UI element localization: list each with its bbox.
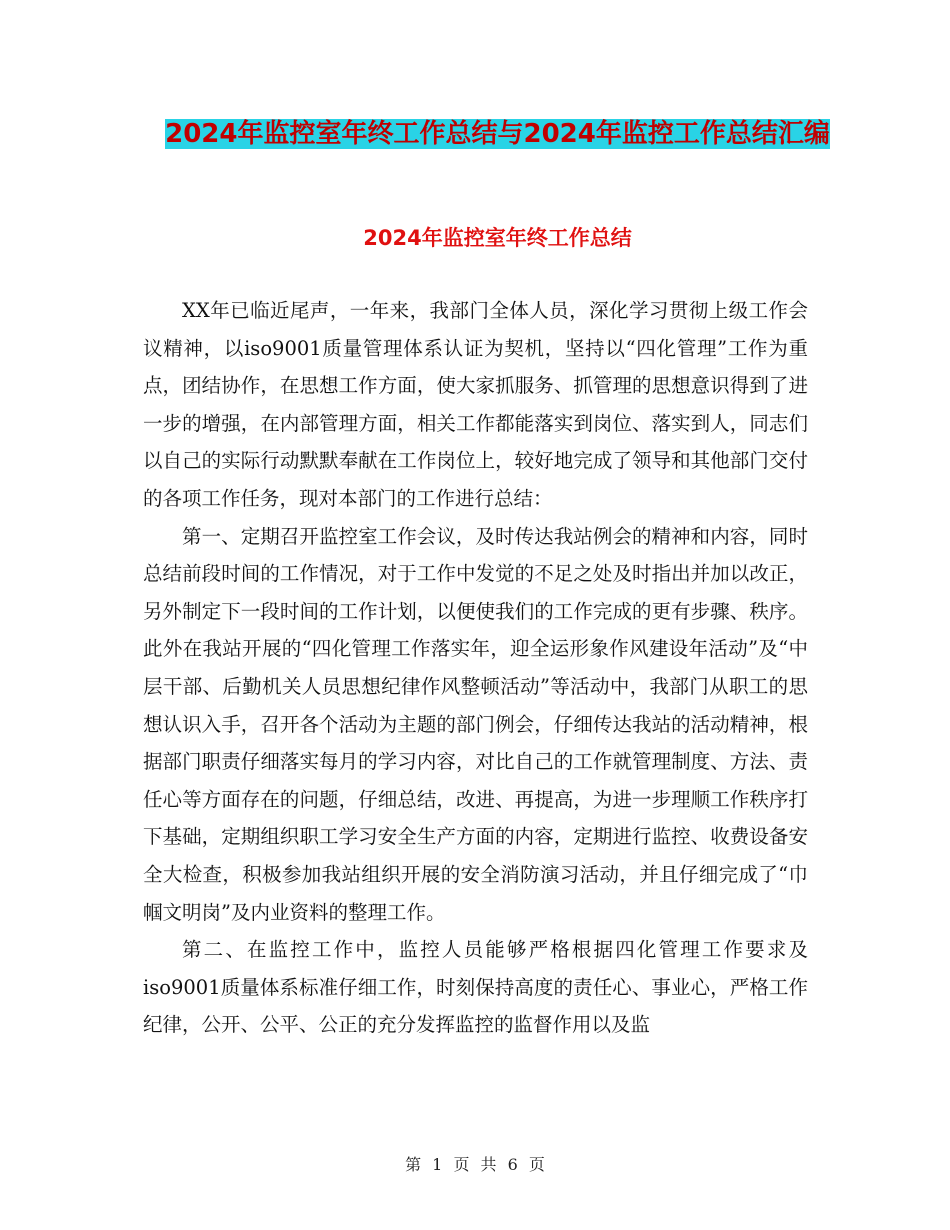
paragraph-second: 第二、在监控工作中，监控人员能够严格根据四化管理工作要求及iso9001质量体系标准仔细工作，时刻保持高度的责任心、事业心，严格工作纪律，公开、公平、公正的充分发挥监控的监督作用以及监	[143, 938, 808, 1037]
page-footer: 第 1 页 共 6 页	[405, 1155, 545, 1174]
paragraph-first: 第一、定期召开监控室工作会议，及时传达我站例会的精神和内容，同时总结前段时间的工作情况，对于工作中发觉的不足之处及时指出并加以改正，另外制定下一段时间的工作计划，以便使我们的工作完成的更有步骤、秩序。此外在我站开展的“四化管理工作落实年，迎全运形象作风建设年活动”及“中层干部、后勤机关人员思想纪律作风整顿活动”等活动中，我部门从职工的思想认识入手，召开各个活动为主题的部门例会，仔细传达我站的活动精神，根据部门职责仔细落实每月的学习内容，对比自己的工作就管理制度、方法、责任心等方面存在的问题，仔细总结，改进、再提高，为进一步理顺工作秩序打下基础，定期组织职工学习安全生产方面的内容，定期进行监控、收费设备安全大检查，积极参加我站组织开展的安全消防演习活动，并且仔细完成了“巾帼文明岗”及内业资料的整理工作。	[143, 524, 808, 924]
document-body	[143, 292, 808, 1044]
document-title	[140, 112, 855, 156]
document-title-text: 2024年监控室年终工作总结与2024年监控工作总结汇编	[165, 119, 830, 149]
section-title: 2024年监控室年终工作总结	[363, 226, 632, 250]
paragraph-intro: XX年已临近尾声，一年来，我部门全体人员，深化学习贯彻上级工作会议精神，以iso9001质量管理体系认证为契机，坚持以“四化管理”工作为重点，团结协作，在思想工作方面，使大家抓服务、抓管理的思想意识得到了进一步的增强，在内部管理方面，相关工作都能落实到岗位、落实到人，同志们以自己的实际行动默默奉献在工作岗位上，较好地完成了领导和其他部门交付的各项工作任务，现对本部门的工作进行总结：	[143, 299, 808, 510]
